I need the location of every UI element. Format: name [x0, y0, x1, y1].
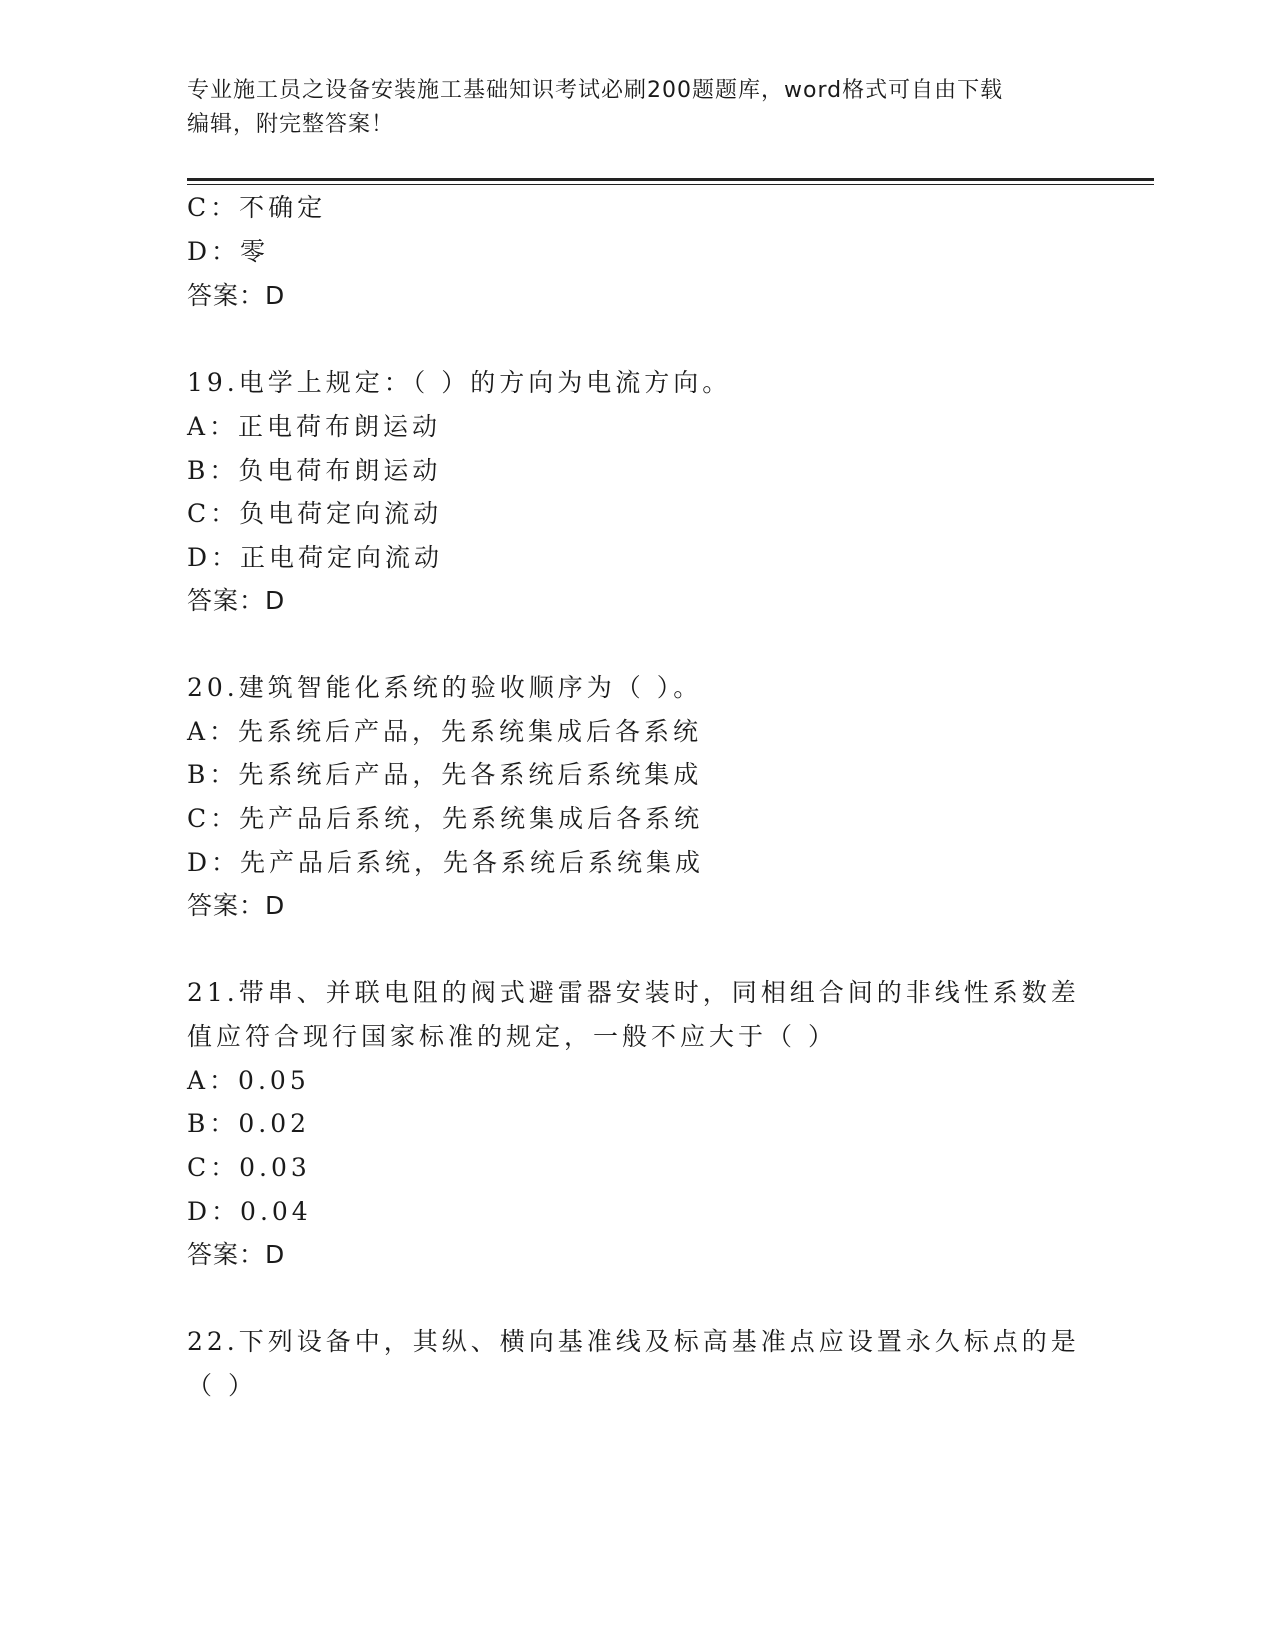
q19-option-b: B：负电荷布朗运动 — [187, 456, 442, 485]
q19-answer: 答案：D — [187, 586, 286, 615]
q20-option-a: A：先系统后产品，先系统集成后各系统 — [187, 717, 703, 746]
q19-option-c: C：负电荷定向流动 — [187, 499, 443, 528]
q21-option-c: C：0.03 — [187, 1153, 311, 1182]
header-line-1: 专业施工员之设备安装施工基础知识考试必刷200题题库，word格式可自由下载 — [187, 78, 1004, 103]
q21-answer: 答案：D — [187, 1240, 286, 1269]
header-line-2: 编辑，附完整答案！ — [187, 112, 395, 137]
q19-option-d: D：正电荷定向流动 — [187, 543, 444, 572]
q22-stem-line-1: 22.下列设备中，其纵、横向基准线及标高基准点应设置永久标点的是 — [187, 1327, 1080, 1356]
header-divider-thick — [187, 178, 1154, 181]
q20-answer: 答案：D — [187, 891, 286, 920]
header-divider-thin — [187, 184, 1154, 185]
q20-option-c: C：先产品后系统，先系统集成后各系统 — [187, 804, 704, 833]
q19-option-a: A：正电荷布朗运动 — [187, 412, 442, 441]
q21-stem-line-1: 21.带串、并联电阻的阀式避雷器安装时，同相组合间的非线性系数差 — [187, 978, 1080, 1007]
q21-option-a: A：0.05 — [187, 1066, 310, 1095]
q18-option-c: C：不确定 — [187, 193, 327, 222]
q20-option-b: B：先系统后产品，先各系统后系统集成 — [187, 760, 703, 789]
q20-stem: 20.建筑智能化系统的验收顺序为（ ）。 — [187, 673, 703, 702]
q18-option-d: D：零 — [187, 237, 270, 266]
q21-stem-line-2: 值应符合现行国家标准的规定，一般不应大于（ ） — [187, 1022, 837, 1051]
q21-option-d: D：0.04 — [187, 1197, 312, 1226]
q20-option-d: D：先产品后系统，先各系统后系统集成 — [187, 848, 705, 877]
q18-answer: 答案：D — [187, 281, 286, 310]
q21-option-b: B：0.02 — [187, 1109, 311, 1138]
q19-stem: 19.电学上规定：（ ）的方向为电流方向。 — [187, 368, 732, 397]
document-header — [187, 74, 1087, 142]
q22-stem-line-2: （ ） — [187, 1371, 257, 1400]
